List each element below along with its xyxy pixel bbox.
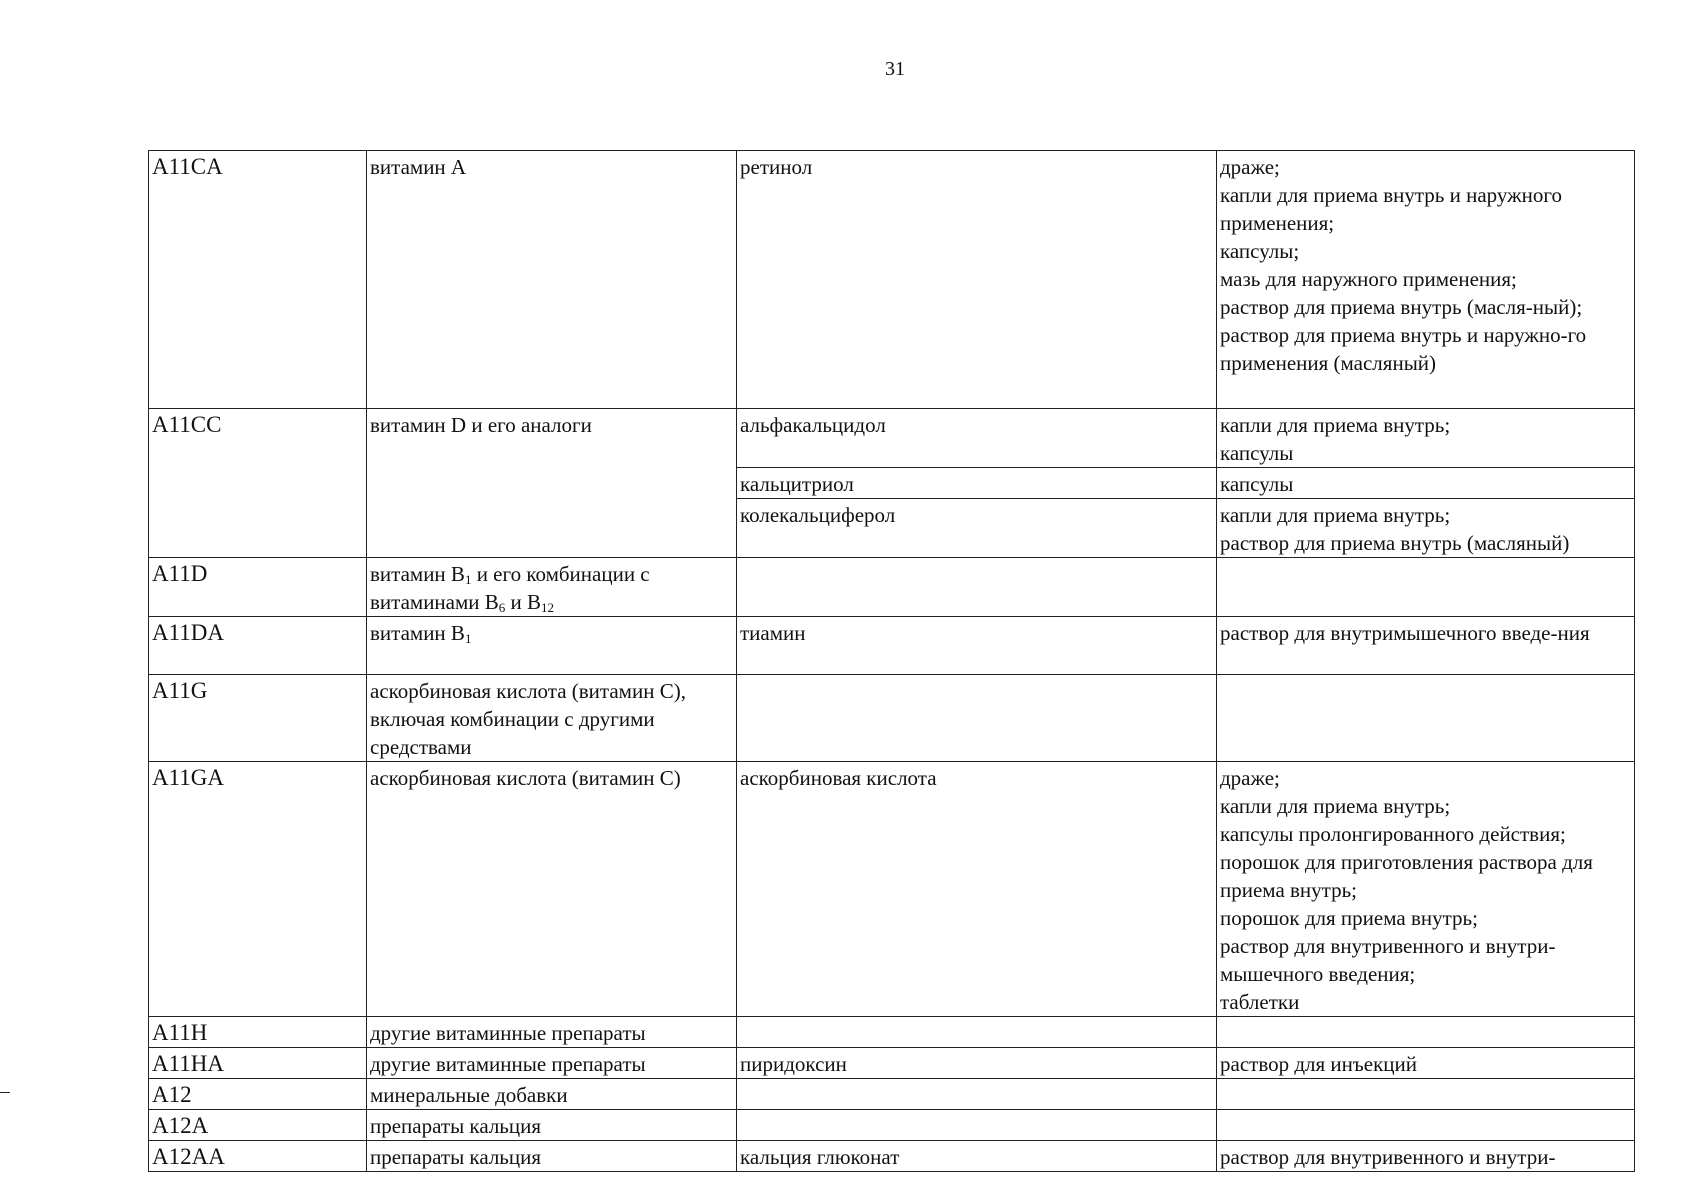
forms-cell [1217,1017,1635,1048]
dosage-form: драже; [1220,155,1280,179]
atc-code-cell: A12AA [149,1141,367,1172]
drug-cell: ретинол [737,151,1217,409]
atc-code-cell: A11HA [149,1048,367,1079]
group-cell: аскорбиновая кислота (витамин C) [367,762,737,1017]
dosage-form: драже; [1220,766,1280,790]
forms-cell [1217,558,1635,617]
drug-cell: кальция глюконат [737,1141,1217,1172]
group-cell: минеральные добавки [367,1079,737,1110]
atc-code-cell: A11G [149,675,367,762]
forms-cell [1217,617,1635,675]
forms-cell [1217,1048,1635,1079]
forms-cell [1217,468,1635,499]
table-row [149,675,1635,762]
subscript: 1 [464,572,472,587]
drug-cell [737,1079,1217,1110]
table-row [149,1017,1635,1048]
drug-cell: тиамин [737,617,1217,675]
dosage-form: капли для приема внутрь и наружного применения; [1220,183,1562,235]
atc-code-cell: A12A [149,1110,367,1141]
dosage-form: раствор для приема внутрь и наружно-го применения (масляный) [1220,323,1587,375]
atc-code-cell: A11CA [149,151,367,409]
group-cell: другие витаминные препараты [367,1048,737,1079]
dosage-form: раствор для внутримышечного введе-ния [1220,621,1590,645]
atc-code-cell: A11GA [149,762,367,1017]
drug-cell: альфакальцидол [737,409,1217,468]
dosage-form: раствор для приема внутрь (масляный) [1220,531,1570,555]
forms-cell [1217,675,1635,762]
table-row [149,1110,1635,1141]
dosage-form: раствор для внутривенного и внутри-мышечного введения; [1220,934,1556,986]
atc-code-cell: A11DA [149,617,367,675]
dosage-form: капсулы пролонгированного действия; [1220,822,1566,846]
dosage-form: порошок для приема внутрь; [1220,906,1478,930]
table-row [149,409,1635,468]
atc-code-cell: A11D [149,558,367,617]
atc-code-cell: A11H [149,1017,367,1048]
group-cell: препараты кальция [367,1141,737,1172]
group-cell: витамин D и его аналоги [367,409,737,558]
dosage-form: раствор для внутривенного и внутри- [1220,1145,1556,1169]
dosage-form: раствор для приема внутрь (масля-ный); [1220,295,1583,319]
table-row [149,558,1635,617]
table-row [149,151,1635,409]
subscript: 12 [541,600,555,615]
dosage-form: таблетки [1220,990,1300,1014]
drug-cell: кальцитриол [737,468,1217,499]
group-text: и его комбинации с витаминами B [370,562,650,614]
group-cell: аскорбиновая кислота (витамин C), включая комбинации с другими средствами [367,675,737,762]
drug-cell: аскорбиновая кислота [737,762,1217,1017]
subscript: 6 [498,600,506,615]
drug-cell [737,558,1217,617]
group-cell [367,558,737,617]
dosage-form: раствор для инъекций [1220,1052,1417,1076]
margin-mark [0,1092,10,1093]
drug-cell [737,1017,1217,1048]
group-cell: другие витаминные препараты [367,1017,737,1048]
table-row [149,1048,1635,1079]
subscript: 1 [464,631,472,646]
drug-table [148,150,1635,1172]
dosage-form: капли для приема внутрь; [1220,503,1451,527]
forms-cell [1217,1141,1635,1172]
dosage-form: порошок для приготовления раствора для приема внутрь; [1220,850,1593,902]
drug-cell [737,675,1217,762]
drug-cell [737,1110,1217,1141]
forms-cell [1217,499,1635,558]
page-number: 31 [885,58,905,80]
forms-cell [1217,151,1635,409]
dosage-form: капсулы; [1220,239,1300,263]
table-row [149,617,1635,675]
table-row [149,1141,1635,1172]
dosage-form: мазь для наружного применения; [1220,267,1517,291]
atc-code-cell: A12 [149,1079,367,1110]
table-row [149,762,1635,1017]
dosage-form: капли для приема внутрь; [1220,413,1451,437]
drug-cell: пиридоксин [737,1048,1217,1079]
group-text: витамин B [370,562,465,586]
group-text: и B [505,590,542,614]
table-row [149,1079,1635,1110]
group-cell: препараты кальция [367,1110,737,1141]
forms-cell [1217,1110,1635,1141]
dosage-form: капсулы [1220,472,1294,496]
group-cell [367,617,737,675]
group-cell: витамин A [367,151,737,409]
group-text: витамин B [370,621,465,645]
forms-cell [1217,1079,1635,1110]
dosage-form: капли для приема внутрь; [1220,794,1451,818]
forms-cell [1217,762,1635,1017]
forms-cell [1217,409,1635,468]
atc-code-cell: A11CC [149,409,367,558]
drug-cell: колекальциферол [737,499,1217,558]
dosage-form: капсулы [1220,441,1294,465]
